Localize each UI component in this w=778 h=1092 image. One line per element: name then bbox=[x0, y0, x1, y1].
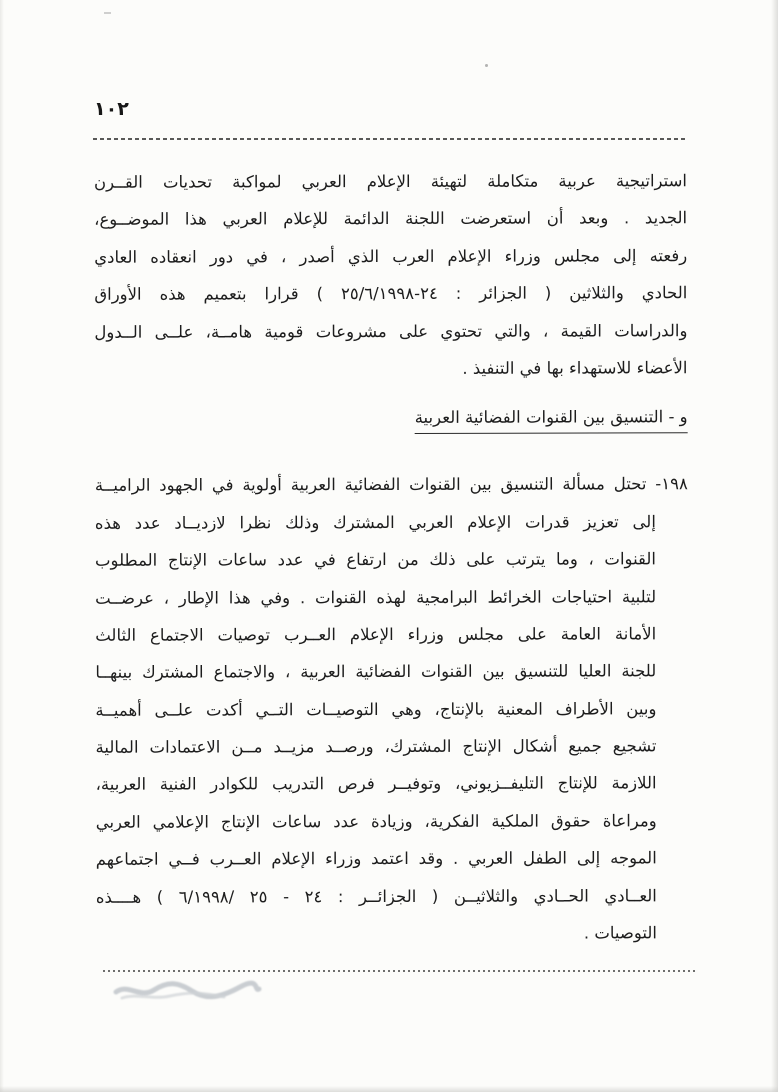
scan-edge-left bbox=[0, 0, 4, 1092]
item-number: ١٩٨- bbox=[655, 474, 688, 494]
text-line: لتلبية احتياجات الخرائط البرامجية لهذه القنوات . وفي هذا الإطار ، عرضــت bbox=[95, 586, 657, 608]
footer-rule bbox=[103, 970, 695, 972]
scan-speck bbox=[485, 64, 488, 67]
text-line: تشجيع جميع أشكال الإنتاج المشترك، ورصــد مزيــد مــن الاعتمادات المالية bbox=[95, 736, 657, 757]
text-line: العــادي الحــادي والثلاثيــن ( الجزائــر : ٢٤ - ٢٥ /٦/١٩٩٨ ) هــــذه bbox=[95, 885, 657, 907]
text-line: والدراسات القيمة ، والتي تحتوي على مشروعات قومية هامــة، علــى الــدول bbox=[94, 320, 688, 342]
text-line: الأمانة العامة على مجلس وزراء الإعلام العــرب توصيات الاجتماع الثالث bbox=[95, 624, 657, 645]
text-line: الأعضاء للاستهداء بها في التنفيذ . bbox=[462, 358, 688, 378]
item-first-line-text: تحتل مسألة التنسيق بين القنوات الفضائية العربية أولوية في الجهود الراميــة bbox=[94, 474, 647, 496]
scan-edge-bottom bbox=[0, 1086, 778, 1092]
header-rule bbox=[93, 138, 687, 140]
text-line: الجديد . وبعد أن استعرضت اللجنة الدائمة للإعلام العربي هذا الموضــوع، bbox=[94, 208, 688, 230]
numbered-item bbox=[95, 466, 689, 954]
text-line: وبين الأطراف المعنية بالإنتاج، وهي التوصيــات التــي أكدت علــى أهميــة bbox=[95, 698, 657, 720]
text-line: للجنة العليا للتنسيق بين القنوات الفضائية العربية ، والاجتماع المشترك بينهــا bbox=[95, 661, 657, 683]
text-line: اللازمة للإنتاج التليفــزيوني، وتوفيــر فرص التدريب للكوادر الفنية العربية، bbox=[95, 773, 657, 795]
page-number: ١٠٢ bbox=[94, 98, 129, 120]
intro-paragraph bbox=[94, 162, 688, 388]
document-body bbox=[94, 162, 689, 953]
text-line: ومراعاة حقوق الملكية الفكرية، وزيادة عدد ساعات الإنتاج الإعلامي العربي bbox=[95, 811, 657, 832]
text-line: القنوات ، وما يترتب على ذلك من ارتفاع في عدد ساعات الإنتاج المطلوب bbox=[94, 549, 657, 570]
scan-speck bbox=[104, 12, 111, 14]
footer-stamp bbox=[112, 978, 262, 1004]
text-line bbox=[95, 466, 688, 505]
text-line: الموجه إلى الطفل العربي . وقد اعتمد وزراء الإعلام العــرب فــي اجتماعهم bbox=[95, 848, 657, 870]
scan-edge-right bbox=[771, 0, 778, 1092]
text-line: الحادي والثلاثين ( الجزائر : ٢٤-٢٥/٦/١٩٩٨ ) قرارا بتعميم هذه الأوراق bbox=[94, 283, 688, 304]
text-line: التوصيات . bbox=[583, 923, 658, 943]
text-line: إلى تعزيز قدرات الإعلام العربي المشترك وذلك نظرا لازديــاد عدد هذه bbox=[94, 512, 656, 533]
text-line: رفعته إلى مجلس وزراء الإعلام العرب الذي أصدر ، في دور انعقاده العادي bbox=[94, 246, 688, 267]
section-heading-text: و - التنسيق بين القنوات الفضائية العربية bbox=[415, 408, 688, 435]
section-heading bbox=[95, 408, 688, 454]
text-line: استراتيجية عربية متكاملة لتهيئة الإعلام العربي لمواكبة تحديات القــرن bbox=[93, 171, 688, 192]
